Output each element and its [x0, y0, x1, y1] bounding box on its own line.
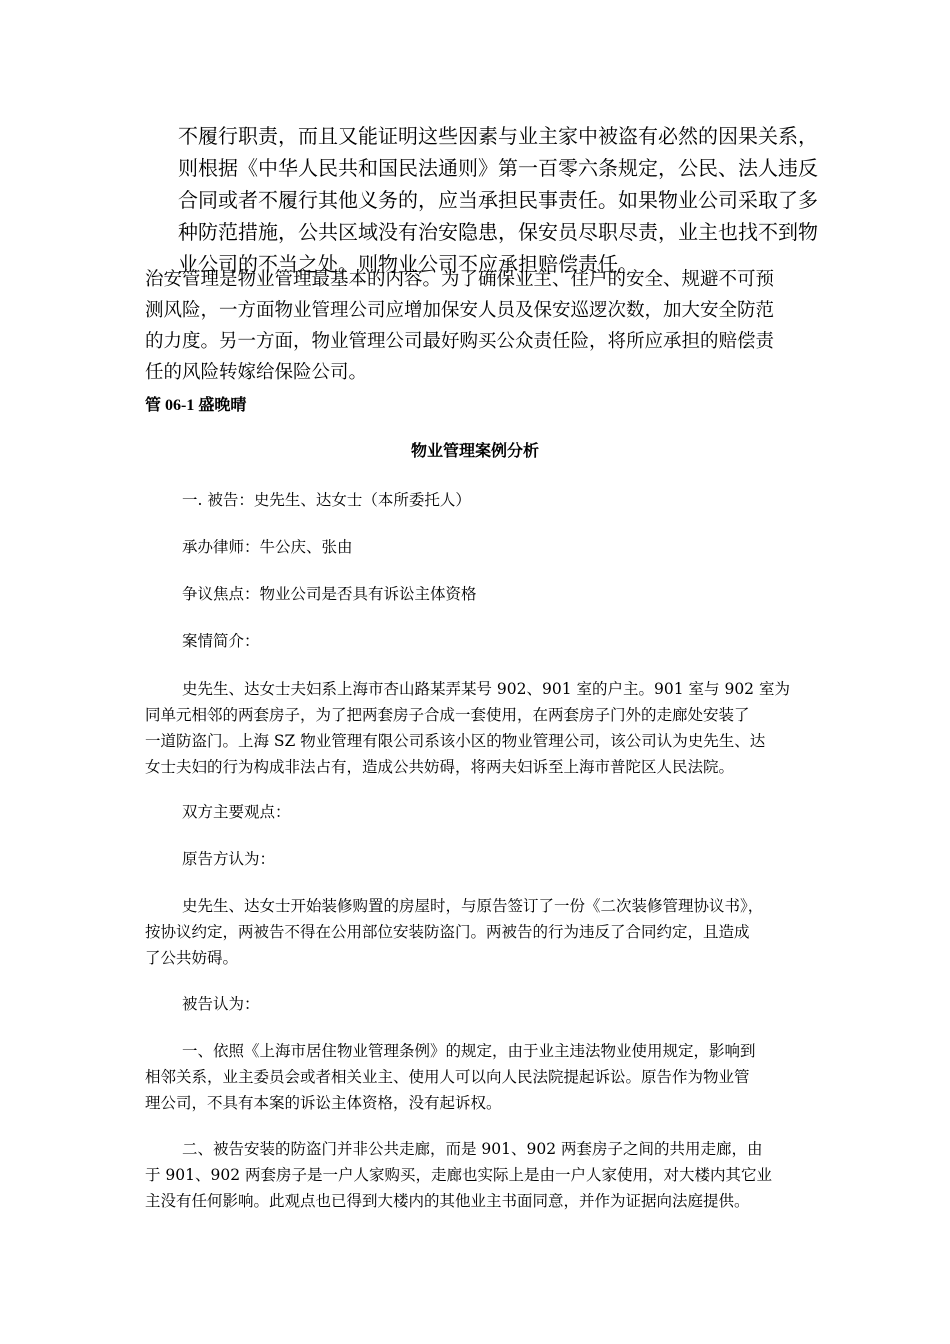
- text-line: 史先生、达女士开始装修购置的房屋时，与原告签订了一份《二次装修管理协议书》，: [182, 897, 764, 915]
- text-line: 按协议约定，两被告不得在公用部位安装防盗门。两被告的行为违反了合同约定，且造成: [145, 923, 750, 941]
- defense-point-1: [145, 1038, 815, 1116]
- text-line: 一道防盗门。上海 SZ 物业管理有限公司系该小区的物业管理公司，该公司认为史先生、达: [145, 732, 766, 750]
- text-line: 二、被告安装的防盗门并非公共走廊，而是 901、902 两套房子之间的共用走廊，由: [182, 1140, 763, 1158]
- text-line: 的力度。另一方面，物业管理公司最好购买公众责任险，将所应承担的赔偿责: [145, 331, 775, 352]
- text-line: 则根据《中华人民共和国民法通则》第一百零六条规定，公民、法人违反: [178, 156, 818, 180]
- text-line: 一、依照《上海市居住物业管理条例》的规定，由于业主违法物业使用规定，影响到: [182, 1042, 756, 1060]
- case-intro-label: 案情简介：: [182, 632, 260, 650]
- text-line: 史先生、达女士夫妇系上海市杏山路某弄某号 902、901 室的户主。901 室与 902 室为: [182, 680, 790, 698]
- author-line: 管 06-1 盛晚晴: [145, 397, 247, 414]
- text-line: 相邻关系，业主委员会或者相关业主、使用人可以向人民法院提起诉讼。原告作为物业管: [145, 1068, 750, 1086]
- intro-paragraph: [178, 120, 818, 280]
- case-paragraph: [145, 676, 815, 780]
- text-line: 合同或者不履行其他义务的，应当承担民事责任。如果物业公司采取了多: [178, 188, 818, 212]
- plaintiff-paragraph: [145, 893, 825, 971]
- focus-line: 争议焦点：物业公司是否具有诉讼主体资格: [182, 585, 477, 603]
- text-line: 同单元相邻的两套房子，为了把两套房子合成一套使用，在两套房子门外的走廊处安装了: [145, 706, 750, 724]
- defendant-label: 被告认为：: [182, 995, 260, 1013]
- text-line: 不履行职责，而且又能证明这些因素与业主家中被盗有必然的因果关系，: [178, 124, 818, 148]
- text-line: 女士夫妇的行为构成非法占有，造成公共妨碍，将两夫妇诉至上海市普陀区人民法院。: [145, 758, 735, 776]
- lawyer-line: 承办律师：牛公庆、张由: [182, 538, 353, 556]
- views-label: 双方主要观点：: [182, 803, 291, 821]
- security-paragraph: [145, 264, 815, 388]
- text-line: 主没有任何影响。此观点也已得到大楼内的其他业主书面同意，并作为证据向法庭提供。: [145, 1192, 750, 1210]
- text-line: 任的风险转嫁给保险公司。: [145, 362, 368, 383]
- defense-point-2: [145, 1136, 815, 1214]
- defendant-line: 一. 被告：史先生、达女士（本所委托人）: [182, 491, 471, 509]
- document-title: 物业管理案例分析: [410, 443, 539, 460]
- text-line: 理公司，不具有本案的诉讼主体资格，没有起诉权。: [145, 1094, 502, 1112]
- text-line: 测风险，一方面物业管理公司应增加保安人员及保安巡逻次数，加大安全防范: [145, 300, 775, 321]
- text-line: 治安管理是物业管理最基本的内容。为了确保业主、住户的安全、规避不可预: [145, 269, 775, 290]
- text-line: 于 901、902 两套房子是一户人家购买，走廊也实际上是由一户人家使用，对大楼内其它业: [145, 1166, 773, 1184]
- text-line: 业公司的不当之处。则物业公司不应承担赔偿责任。: [178, 252, 638, 276]
- text-line: 了公共妨碍。: [145, 949, 239, 967]
- text-line: 种防范措施，公共区域没有治安隐患，保安员尽职尽责，业主也找不到物: [178, 220, 818, 244]
- plaintiff-label: 原告方认为：: [182, 850, 276, 868]
